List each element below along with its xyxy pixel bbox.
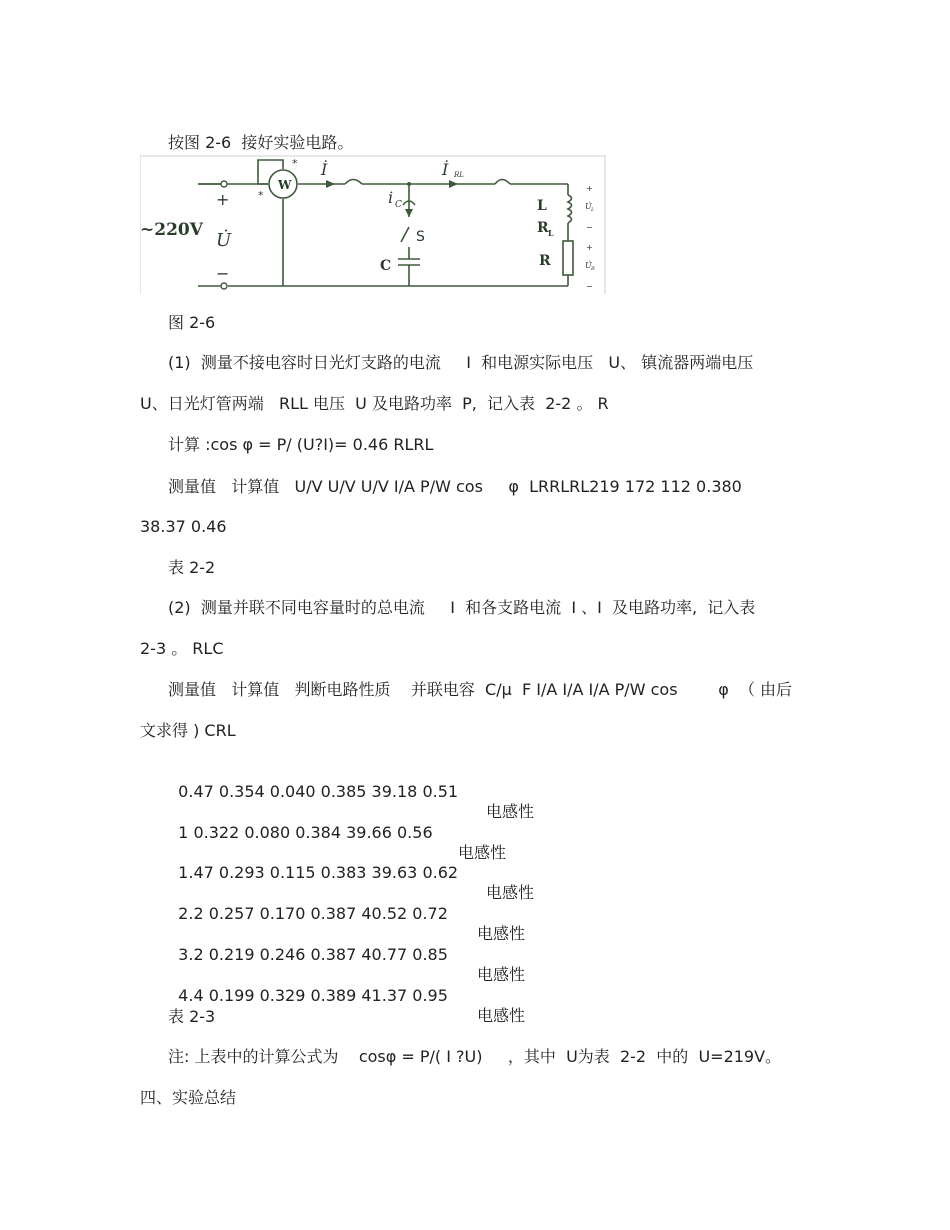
table22-line2: 38.37 0.46 [140,517,227,536]
ul-minus: − [586,223,593,232]
row-values: 1 0.322 0.080 0.384 39.66 0.56 [178,823,433,842]
r-label: R [539,253,551,269]
row-values: 3.2 0.219 0.246 0.387 40.77 0.85 [178,945,448,964]
ur-subscript: R [591,266,595,272]
ul-subscript: L [591,207,595,213]
rl-label: R [537,220,549,236]
row-values: 0.47 0.354 0.040 0.385 39.18 0.51 [178,782,459,801]
rl-subscript: L [548,228,554,238]
ul-plus: + [586,184,593,193]
current-irl-subscript: RL [454,171,464,179]
row-nature: 电感性 [477,1006,526,1025]
current-irl-label: İ [442,160,449,179]
plus-sign: + [216,190,230,209]
figure-caption: 图 2-6 [168,313,216,332]
para2-line2: 2-3 。 RLC [140,639,224,658]
source-voltage-label: ~220V [140,220,203,240]
current-i-label: İ [321,160,328,179]
row-values: 4.4 0.199 0.329 0.389 41.37 0.95 [178,986,448,1005]
current-ic-subscript: C [395,200,402,210]
calc-line: 计算 :cos φ = P/ (U?I)= 0.46 RLRL [168,435,434,454]
capacitor-label: C [380,258,392,274]
intro-text: 按图 2-6 接好实验电路。 [168,133,354,152]
row-values: 2.2 0.257 0.170 0.387 40.52 0.72 [178,904,448,923]
note-text: 注: 上表中的计算公式为 cosφ = P/( I ?U) ，其中 U为表 2-2 中的 U=219V。 [168,1047,782,1066]
row-nature: 电感性 [486,802,535,821]
row-nature: 电感性 [486,883,535,902]
star-mark-2: * [258,189,264,202]
para1-line1: (1) 测量不接电容时日光灯支路的电流 I 和电源实际电压 U、 镇流器两端电压 [168,353,754,372]
wattmeter-label: W [278,178,292,192]
para2-line1: (2) 测量并联不同电容量时的总电流 I 和各支路电流 I 、I 及电路功率, 记入表 [168,598,756,617]
current-ic-label: i [388,188,394,207]
minus-sign: − [216,264,230,283]
star-mark-1: * [292,157,298,170]
row-nature: 电感性 [477,965,526,984]
ul-label: U̇ [585,202,592,211]
circuit-diagram [140,155,606,295]
section-heading: 四、实验总结 [140,1088,237,1107]
table22-caption: 表 2-2 [168,558,216,577]
row-nature: 电感性 [477,924,526,943]
ur-minus: − [586,282,593,291]
inductor-label: L [537,198,547,214]
table23-caption: 表 2-3 [168,1007,216,1026]
table23-header-line1: 测量值 计算值 判断电路性质 并联电容 C/μ F I/A I/A I/A P/W cos φ （ 由后 [168,680,793,699]
row-values: 1.47 0.293 0.115 0.383 39.63 0.62 [178,863,459,882]
ur-label: U̇ [585,261,592,270]
table22-line1: 测量值 计算值 U/V U/V U/V I/A P/W cos φ LRRLRL219 172 112 0.380 [168,477,742,496]
row-nature: 电感性 [458,843,507,862]
para1-line2: U、日光灯管两端 RLL 电压 U 及电路功率 P, 记入表 2-2 。 R [140,394,609,413]
table23-header-line2: 文求得 ) CRL [140,721,236,740]
voltage-u-label: U̇ [216,230,232,251]
switch-label: S [416,229,425,245]
ur-plus: + [586,243,593,252]
